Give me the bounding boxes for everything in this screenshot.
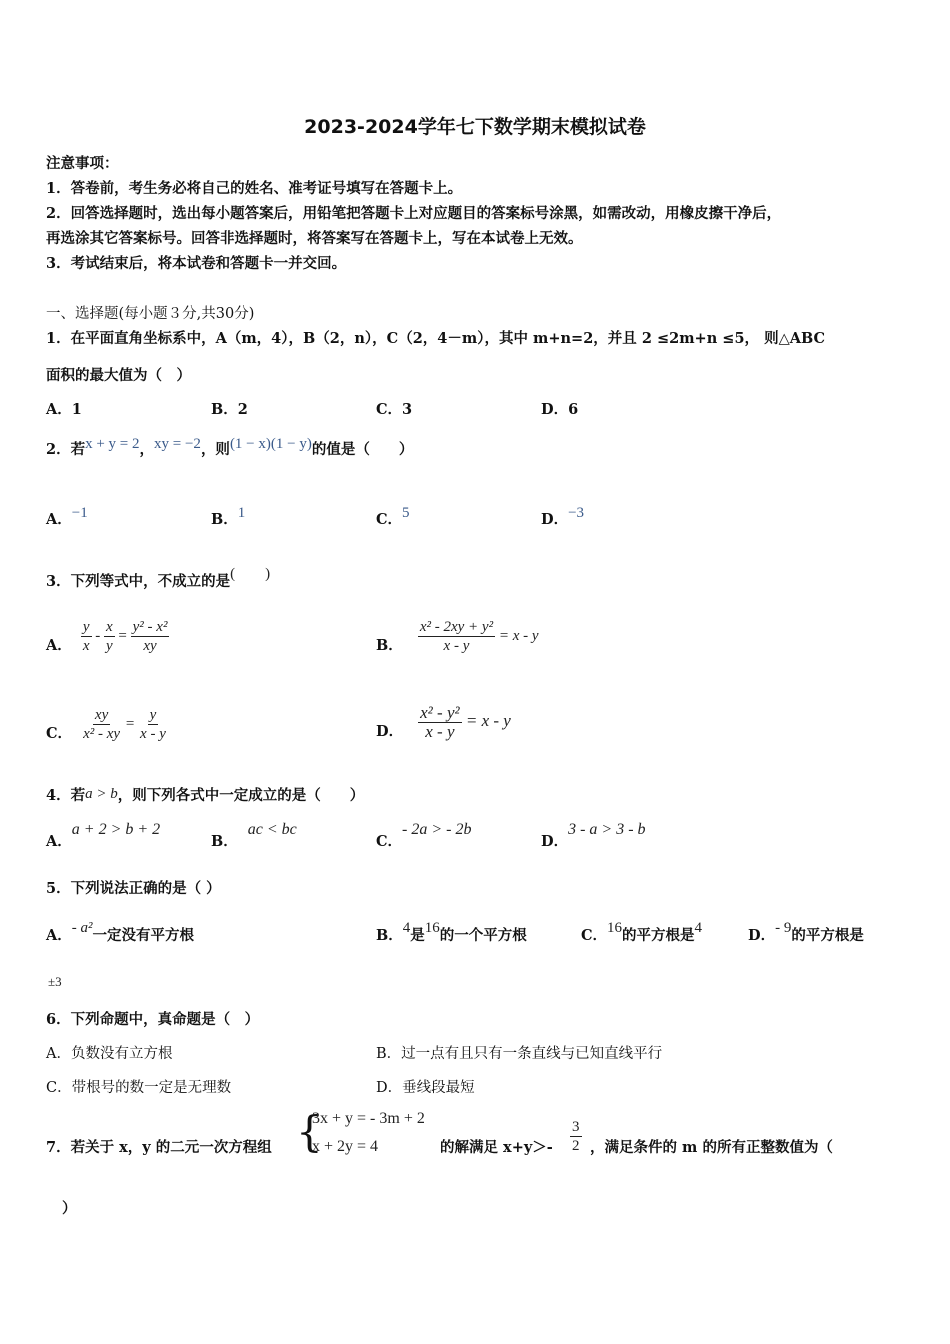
question-1-stem: 1．在平面直角坐标系中，A（m，4），B（2，n），C（2，4－m），其中 m+n=2，并且 2 ≤2m+n ≤5， 则△ABC — [46, 330, 826, 347]
q1-option-b[interactable]: B．2 — [211, 401, 248, 418]
q1-option-a[interactable]: A．1 — [46, 401, 82, 418]
q2-option-d[interactable]: D．−3 — [541, 505, 585, 528]
q5-option-b[interactable]: B．4是16的一个平方根 — [376, 920, 527, 944]
q6-option-c[interactable]: C．带根号的数一定是无理数 — [46, 1080, 232, 1096]
q7-fraction: $\frac{3}{2}$ — [572, 1119, 580, 1154]
q5-option-d-cont: ±3 — [48, 974, 62, 989]
q4-option-c[interactable]: C．- 2a > - 2b — [376, 821, 472, 850]
equation-system-brace: { — [296, 1107, 323, 1156]
q1-option-d[interactable]: D．6 — [541, 401, 579, 418]
notice-item: 2．回答选择题时，选出每小题答案后，用铅笔把答题卡上对应题目的答案标号涂黑，如需改动，用橡皮擦干净后， — [46, 205, 782, 222]
notice-item: 1．答卷前，考生务必将自己的姓名、准考证号填写在答题卡上。 — [46, 180, 463, 197]
question-4-stem: 4．若a > b，则下列各式中一定成立的是（ ） — [46, 786, 365, 804]
q2-option-b[interactable]: B．1 — [211, 505, 246, 528]
notice-heading: 注意事项： — [46, 155, 119, 172]
q2-option-a[interactable]: A．−1 — [46, 505, 88, 528]
q1-option-c[interactable]: C．3 — [376, 401, 413, 418]
q7-condition: 的解满足 x+y＞- — [440, 1139, 553, 1156]
q2-expr-product: xy = −2 — [154, 436, 201, 452]
q5-option-d[interactable]: D．- 9的平方根是 — [748, 920, 864, 944]
q7-equation-2: x + 2y = 4 — [312, 1138, 379, 1155]
q3-option-a[interactable]: A． $\frac{y}{x}$ - $\frac{x}{y}$ = $\frac{\text{y² - x²}}{xy}$ — [46, 619, 168, 654]
question-7-stem: 7．若关于 x，y 的二元一次方程组 — [46, 1139, 272, 1156]
q7-stem-suffix: ，满足条件的 m 的所有正整数值为（ — [590, 1139, 833, 1156]
page-title: 2023-2024学年七下数学期末模拟试卷 — [304, 116, 646, 138]
q4-condition: a > b — [85, 786, 118, 802]
question-2-stem: 2．若x + y = 2，xy = −2，则(1 − x)(1 − y)的值是（ ） — [46, 436, 414, 458]
q2-option-c[interactable]: C．5 — [376, 505, 410, 528]
q7-paren-close: ） — [62, 1200, 77, 1217]
q5-option-a[interactable]: A．- a²一定没有平方根 — [46, 920, 195, 944]
q4-option-d[interactable]: D．3 - a > 3 - b — [541, 821, 646, 850]
q4-option-a[interactable]: A．a + 2 > b + 2 — [46, 821, 161, 850]
q6-option-d[interactable]: D．垂线段最短 — [376, 1080, 475, 1096]
q3-option-d[interactable]: D． $\frac{\text{x² - y²}}{x - y}$ = x - y — [376, 703, 511, 741]
question-5-stem: 5．下列说法正确的是（ ） — [46, 880, 221, 897]
q5-option-c[interactable]: C．16的平方根是4 — [581, 920, 703, 944]
q6-option-b[interactable]: B．过一点有且只有一条直线与已知直线平行 — [376, 1046, 663, 1062]
q4-option-b[interactable]: B．ac < bc — [211, 821, 297, 850]
q3-option-c[interactable]: C． $\frac{xy}{\text{x² - xy}}$ = $\frac{y}{x - y}$ — [46, 707, 166, 742]
q2-expr-target: (1 − x)(1 − y) — [229, 436, 312, 452]
section-heading: 一、选择题(每小题３分,共30分) — [46, 306, 255, 322]
q2-expr-sum: x + y = 2 — [85, 436, 140, 452]
q3-option-b[interactable]: B． $\frac{\text{x² - 2xy + y²}}{x - y}$ = x - y — [376, 619, 539, 654]
question-1-stem-cont: 面积的最大值为（ ） — [46, 367, 191, 384]
q6-option-a[interactable]: A．负数没有立方根 — [46, 1046, 173, 1062]
question-3-stem: 3．下列等式中，不成立的是( ) — [46, 566, 271, 590]
notice-item: 再选涂其它答案标号。回答非选择题时，将答案写在答题卡上，写在本试卷上无效。 — [46, 230, 583, 247]
notice-item: 3．考试结束后，将本试卷和答题卡一并交回。 — [46, 255, 347, 272]
question-6-stem: 6．下列命题中，真命题是（ ） — [46, 1011, 260, 1028]
q7-equation-1: 3x + y = - 3m + 2 — [312, 1110, 425, 1127]
